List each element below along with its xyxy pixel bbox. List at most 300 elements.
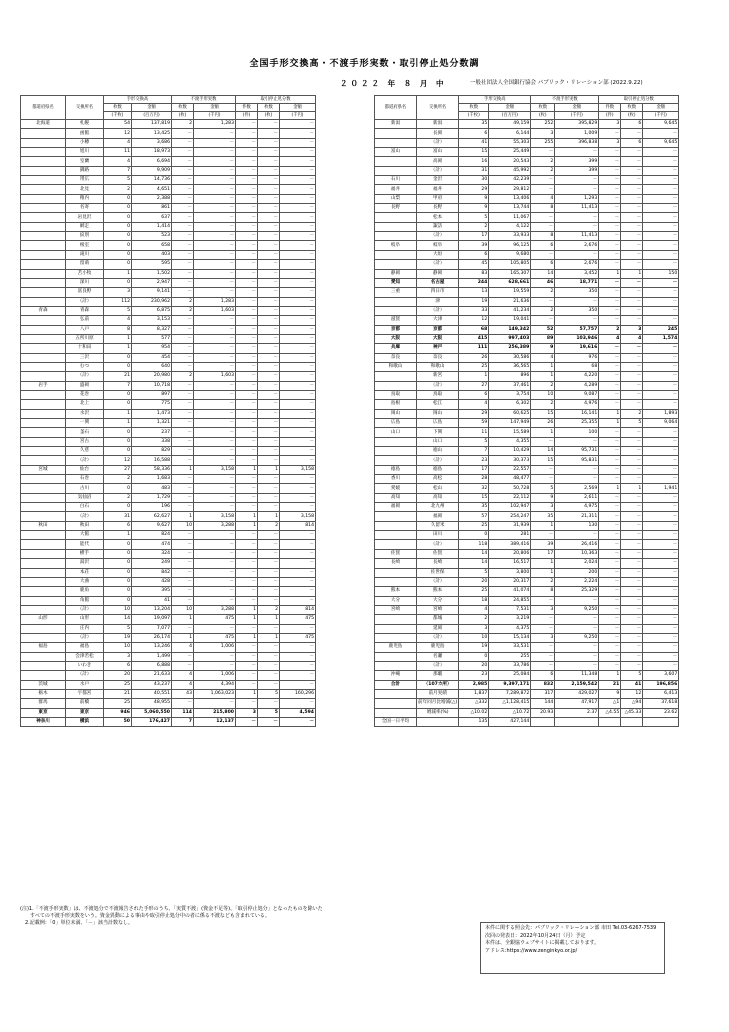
cell-value: 415: [459, 334, 489, 343]
cell-value: －: [258, 596, 280, 605]
cell-value: 16,588: [132, 456, 172, 465]
col-amount: 金額: [555, 104, 599, 112]
cell-value: －: [258, 138, 280, 147]
cell-value: 19: [104, 633, 132, 642]
cell-place: 宮古: [66, 437, 104, 446]
cell-place: 五所川原: [66, 334, 104, 343]
cell-value: 130: [555, 521, 599, 530]
cell-place: （計）: [417, 661, 459, 670]
cell-place: 八戸: [66, 325, 104, 334]
cell-value: 13,246: [132, 643, 172, 652]
col-count: 枚数: [531, 104, 555, 112]
cell-value: －: [258, 540, 280, 549]
cell-value: －: [172, 409, 194, 418]
cell-place: 北九州: [417, 503, 459, 512]
footnote-line: すべての不渡手形実数をいう。資金異動による事由や取引停止処分中の者に係る不渡なども含まれている。: [20, 913, 270, 919]
cell-value: －: [258, 577, 280, 586]
cell-value: －: [194, 381, 236, 390]
cell-pref: 岡山: [375, 409, 417, 418]
cell-value: 17: [459, 465, 489, 474]
cell-value: 842: [132, 568, 172, 577]
cell-value: －: [555, 531, 599, 540]
cell-value: 4: [459, 400, 489, 409]
cell-value: －: [280, 643, 316, 652]
cell-value: 43,237: [132, 680, 172, 689]
cell-value: －: [194, 166, 236, 175]
cell-value: 12: [459, 316, 489, 325]
cell-pref: [375, 512, 417, 521]
cell-value: －: [194, 288, 236, 297]
cell-value: 100: [555, 428, 599, 437]
cell-value: －: [258, 185, 280, 194]
cell-value: 3: [104, 288, 132, 297]
cell-place: （計）: [417, 456, 459, 465]
cell-value: 15: [531, 409, 555, 418]
unit: (千円): [194, 112, 236, 120]
cell-value: －: [555, 222, 599, 231]
cell-value: －: [194, 334, 236, 343]
cell-value: －: [643, 615, 679, 624]
cell-value: －: [236, 456, 258, 465]
cell-value: 814: [280, 521, 316, 530]
cell-pref: 石川: [375, 176, 417, 185]
table-row: [375, 344, 679, 353]
cell-pref: 滋賀: [375, 316, 417, 325]
cell-value: 3,288: [194, 521, 236, 530]
cell-value: 1,321: [132, 419, 172, 428]
table-row: [375, 428, 679, 437]
col-place: 交換所名: [417, 96, 459, 120]
cell-place: 松山: [417, 484, 459, 493]
cell-value: 1,499: [132, 652, 172, 661]
cell-value: －: [258, 549, 280, 558]
cell-value: 14: [459, 549, 489, 558]
cell-value: 10: [104, 605, 132, 614]
cell-value: －: [280, 680, 316, 689]
table-row: [375, 288, 679, 297]
cell-value: －: [643, 577, 679, 586]
cell-value: 6: [531, 260, 555, 269]
cell-value: 19,097: [132, 615, 172, 624]
cell-value: 13,425: [132, 129, 172, 138]
cell-value: 5: [104, 176, 132, 185]
cell-value: －: [172, 213, 194, 222]
cell-place: 稚内: [66, 194, 104, 203]
cell-value: －: [599, 633, 621, 642]
cell-pref: [375, 615, 417, 624]
cell-place: 水戸: [66, 680, 104, 689]
cell-pref: 岐阜: [375, 241, 417, 250]
cell-value: －: [236, 577, 258, 586]
cell-value: 403: [132, 250, 172, 259]
cell-value: 2,569: [555, 484, 599, 493]
cell-value: －: [621, 652, 643, 661]
table-row: [21, 689, 316, 698]
cell-value: 427,144: [489, 718, 531, 727]
cell-pref: [21, 409, 66, 418]
cell-value: 0: [104, 362, 132, 371]
cell-value: －: [643, 503, 679, 512]
cell-value: 15,589: [489, 428, 531, 437]
cell-pref: [375, 661, 417, 670]
cell-value: －: [599, 148, 621, 157]
cell-value: －: [531, 661, 555, 670]
cell-value: －: [172, 540, 194, 549]
cell-value: －: [258, 718, 280, 727]
table-row: [375, 540, 679, 549]
cell-value: 9,141: [132, 288, 172, 297]
table-row: [375, 194, 679, 203]
col-amount: 金額: [280, 104, 316, 112]
cell-value: －: [280, 428, 316, 437]
cell-value: 0: [104, 549, 132, 558]
cell-value: －: [643, 148, 679, 157]
cell-value: 0: [104, 596, 132, 605]
cell-value: －: [599, 213, 621, 222]
cell-value: 15,134: [489, 633, 531, 642]
cell-pref: [21, 344, 66, 353]
cell-value: 31: [104, 512, 132, 521]
cell-value: －: [194, 624, 236, 633]
cell-value: －: [280, 718, 316, 727]
cell-value: △332: [459, 699, 489, 708]
cell-value: －: [236, 362, 258, 371]
cell-value: －: [194, 138, 236, 147]
cell-pref: [375, 447, 417, 456]
cell-place: 前月実績: [417, 689, 459, 698]
table-row: [375, 671, 679, 680]
cell-value: －: [643, 465, 679, 474]
cell-value: 1: [172, 633, 194, 642]
cell-pref: 長野: [375, 204, 417, 213]
cell-value: －: [172, 194, 194, 203]
cell-value: 7: [459, 447, 489, 456]
cell-value: 41: [132, 596, 172, 605]
cell-place: 神戸: [417, 344, 459, 353]
cell-value: －: [621, 157, 643, 166]
cell-value: 23.62: [643, 708, 679, 717]
cell-pref: [21, 428, 66, 437]
cell-place: 新宮: [417, 372, 459, 381]
cell-value: －: [621, 222, 643, 231]
cell-value: －: [531, 250, 555, 259]
cell-value: 230,962: [132, 297, 172, 306]
cell-value: 42,239: [489, 176, 531, 185]
table-row: [21, 260, 316, 269]
cell-value: 3,452: [555, 269, 599, 278]
cell-value: 16,517: [489, 559, 531, 568]
cell-value: －: [236, 381, 258, 390]
cell-pref: 北海道: [21, 120, 66, 129]
table-row: [21, 157, 316, 166]
cell-value: 14,736: [132, 176, 172, 185]
table-row: [375, 204, 679, 213]
cell-value: 20,980: [132, 372, 172, 381]
cell-value: 4,220: [555, 372, 599, 381]
cell-place: （計）: [417, 306, 459, 315]
cell-value: －: [280, 577, 316, 586]
cell-value: －: [172, 148, 194, 157]
issuer-line: 一般社団法人全国銀行協会 パブリック・リレーション部 (2022.9.22): [470, 80, 643, 86]
cell-place: 留萌: [66, 260, 104, 269]
cell-value: 5: [621, 419, 643, 428]
cell-value: 20,806: [489, 549, 531, 558]
table-row: [21, 577, 316, 586]
cell-place: 大曲: [66, 577, 104, 586]
cell-value: 245: [643, 325, 679, 334]
cell-value: －: [172, 652, 194, 661]
cell-value: 25,329: [555, 587, 599, 596]
cell-value: －: [258, 447, 280, 456]
cell-value: －: [555, 185, 599, 194]
cell-place: 那覇: [417, 671, 459, 680]
cell-value: [599, 718, 621, 727]
cell-value: －: [599, 512, 621, 521]
cell-value: 0: [459, 652, 489, 661]
table-row: [21, 484, 316, 493]
table-row: [21, 344, 316, 353]
cell-value: －: [599, 587, 621, 596]
cell-value: 7: [104, 166, 132, 175]
cell-value: 2: [531, 288, 555, 297]
cell-value: 3,607: [643, 671, 679, 680]
cell-value: －: [258, 456, 280, 465]
cell-value: 55,303: [489, 138, 531, 147]
unit: (件): [599, 112, 621, 120]
cell-pref: [375, 689, 417, 698]
cell-value: －: [555, 596, 599, 605]
cell-value: 832: [531, 680, 555, 689]
table-row: [21, 624, 316, 633]
cell-value: 26,416: [555, 540, 599, 549]
cell-value: －: [643, 297, 679, 306]
col-amount: 金額: [132, 104, 172, 112]
cell-value: 4: [599, 334, 621, 343]
cell-value: －: [599, 540, 621, 549]
cell-value: －: [643, 521, 679, 530]
cell-value: －: [236, 166, 258, 175]
cell-value: －: [643, 166, 679, 175]
cell-pref: [21, 176, 66, 185]
cell-value: 46: [531, 278, 555, 287]
cell-value: －: [172, 428, 194, 437]
cell-pref: [21, 222, 66, 231]
cell-value: －: [236, 288, 258, 297]
cell-pref: [21, 503, 66, 512]
cell-pref: [21, 549, 66, 558]
cell-value: －: [236, 699, 258, 708]
cell-pref: 熊本: [375, 587, 417, 596]
cell-place: 鳥取: [417, 390, 459, 399]
cell-value: 6: [621, 120, 643, 129]
cell-value: －: [280, 493, 316, 502]
cell-place: 鹿角: [66, 587, 104, 596]
cell-value: 1,683: [132, 475, 172, 484]
cell-value: 3: [459, 624, 489, 633]
cell-value: －: [621, 428, 643, 437]
cell-value: －: [258, 222, 280, 231]
cell-value: 9,645: [643, 120, 679, 129]
cell-value: 0: [104, 232, 132, 241]
cell-value: －: [643, 447, 679, 456]
cell-value: －: [643, 232, 679, 241]
cell-pref: 鹿児島: [375, 643, 417, 652]
cell-value: －: [621, 278, 643, 287]
cell-value: 4: [172, 643, 194, 652]
cell-value: －: [280, 456, 316, 465]
cell-pref: 宮崎: [375, 605, 417, 614]
cell-value: －: [236, 344, 258, 353]
cell-value: 2.37: [555, 708, 599, 717]
cell-place: 久慈: [66, 447, 104, 456]
cell-value: －: [258, 503, 280, 512]
cell-value: －: [555, 437, 599, 446]
cell-value: －: [280, 288, 316, 297]
cell-place: 下関: [417, 428, 459, 437]
table-row: [375, 241, 679, 250]
cell-value: －: [236, 185, 258, 194]
cell-value: 6: [621, 138, 643, 147]
table-row: [21, 250, 316, 259]
cell-value: 17: [531, 549, 555, 558]
cell-pref: [21, 129, 66, 138]
cell-place: 富良野: [66, 288, 104, 297]
cell-pref: [21, 624, 66, 633]
col-amount: 金額: [194, 104, 236, 112]
cell-value: [643, 718, 679, 727]
cell-value: 2: [531, 381, 555, 390]
cell-value: 2,985: [459, 680, 489, 689]
cell-value: －: [172, 419, 194, 428]
cell-value: －: [194, 390, 236, 399]
cell-value: 395: [132, 587, 172, 596]
cell-value: 4,375: [489, 624, 531, 633]
cell-value: －: [194, 652, 236, 661]
cell-value: －: [172, 447, 194, 456]
table-row: [375, 185, 679, 194]
cell-value: 1: [621, 484, 643, 493]
cell-value: 5: [258, 708, 280, 717]
cell-value: 475: [194, 615, 236, 624]
cell-pref: 群馬: [21, 699, 66, 708]
cell-value: －: [280, 176, 316, 185]
cell-value: －: [280, 222, 316, 231]
cell-value: －: [599, 568, 621, 577]
cell-value: －: [194, 699, 236, 708]
cell-value: 0: [104, 250, 132, 259]
cell-value: －: [280, 129, 316, 138]
cell-value: －: [280, 437, 316, 446]
cell-value: －: [172, 241, 194, 250]
cell-place: （計）: [417, 633, 459, 642]
cell-value: －: [258, 176, 280, 185]
cell-value: 20: [459, 661, 489, 670]
cell-value: 997,403: [489, 334, 531, 343]
table-row: [21, 456, 316, 465]
cell-value: －: [236, 568, 258, 577]
cell-value: －: [643, 288, 679, 297]
cell-value: 237: [132, 428, 172, 437]
cell-value: 1: [236, 615, 258, 624]
cell-value: 1: [599, 419, 621, 428]
cell-value: －: [194, 157, 236, 166]
table-row: [375, 559, 679, 568]
cell-pref: [375, 260, 417, 269]
cell-pref: [375, 306, 417, 315]
cell-value: －: [172, 250, 194, 259]
cell-value: 6: [459, 250, 489, 259]
cell-value: 15: [531, 456, 555, 465]
cell-value: －: [621, 540, 643, 549]
cell-value: 21: [104, 689, 132, 698]
cell-value: 3,153: [132, 316, 172, 325]
cell-place: 釧路: [66, 166, 104, 175]
cell-value: －: [172, 185, 194, 194]
cell-pref: [21, 577, 66, 586]
table-row: [21, 232, 316, 241]
unit: (枚): [531, 112, 555, 120]
cell-value: 4: [531, 353, 555, 362]
cell-value: 25: [459, 521, 489, 530]
table-row: [21, 708, 316, 717]
unit: (千円): [555, 112, 599, 120]
cell-value: 1: [599, 484, 621, 493]
cell-place: 岩見沢: [66, 213, 104, 222]
cell-value: －: [172, 222, 194, 231]
cell-pref: [21, 194, 66, 203]
cell-value: 2: [459, 615, 489, 624]
cell-place: 十和田: [66, 344, 104, 353]
cell-value: 0: [104, 437, 132, 446]
cell-pref: 静岡: [375, 269, 417, 278]
cell-place: 四日市: [417, 288, 459, 297]
cell-value: －: [172, 288, 194, 297]
cell-value: －: [599, 372, 621, 381]
cell-value: －: [194, 129, 236, 138]
cell-value: 21: [104, 372, 132, 381]
cell-value: 29: [459, 185, 489, 194]
cell-value: －: [236, 624, 258, 633]
cell-value: 0: [459, 531, 489, 540]
cell-place: 帯広: [66, 176, 104, 185]
cell-value: 0: [104, 278, 132, 287]
cell-value: －: [236, 531, 258, 540]
cell-value: －: [531, 475, 555, 484]
cell-value: 5,060,550: [132, 708, 172, 717]
table-row: [375, 362, 679, 371]
table-row: [21, 204, 316, 213]
cell-value: －: [555, 176, 599, 185]
cell-value: 2: [599, 325, 621, 334]
table-row: [375, 250, 679, 259]
cell-place: 長崎: [417, 559, 459, 568]
cell-value: 1: [599, 269, 621, 278]
unit: (千枚): [104, 112, 132, 120]
cell-value: 10: [172, 521, 194, 530]
cell-value: －: [236, 222, 258, 231]
cell-value: －: [599, 194, 621, 203]
cell-value: －: [280, 419, 316, 428]
cell-value: 21: [599, 680, 621, 689]
cell-value: 9,250: [555, 633, 599, 642]
cell-place: 山口: [417, 437, 459, 446]
cell-pref: [21, 362, 66, 371]
contact-line: 本件に関する照会先：パブリック・リレーション部 市田 Tel.03-6267-7539: [485, 925, 657, 931]
col-pref: 都道府県名: [375, 96, 417, 120]
cell-value: －: [599, 157, 621, 166]
cell-place: 角館: [66, 596, 104, 605]
cell-pref: 鳥取: [375, 390, 417, 399]
